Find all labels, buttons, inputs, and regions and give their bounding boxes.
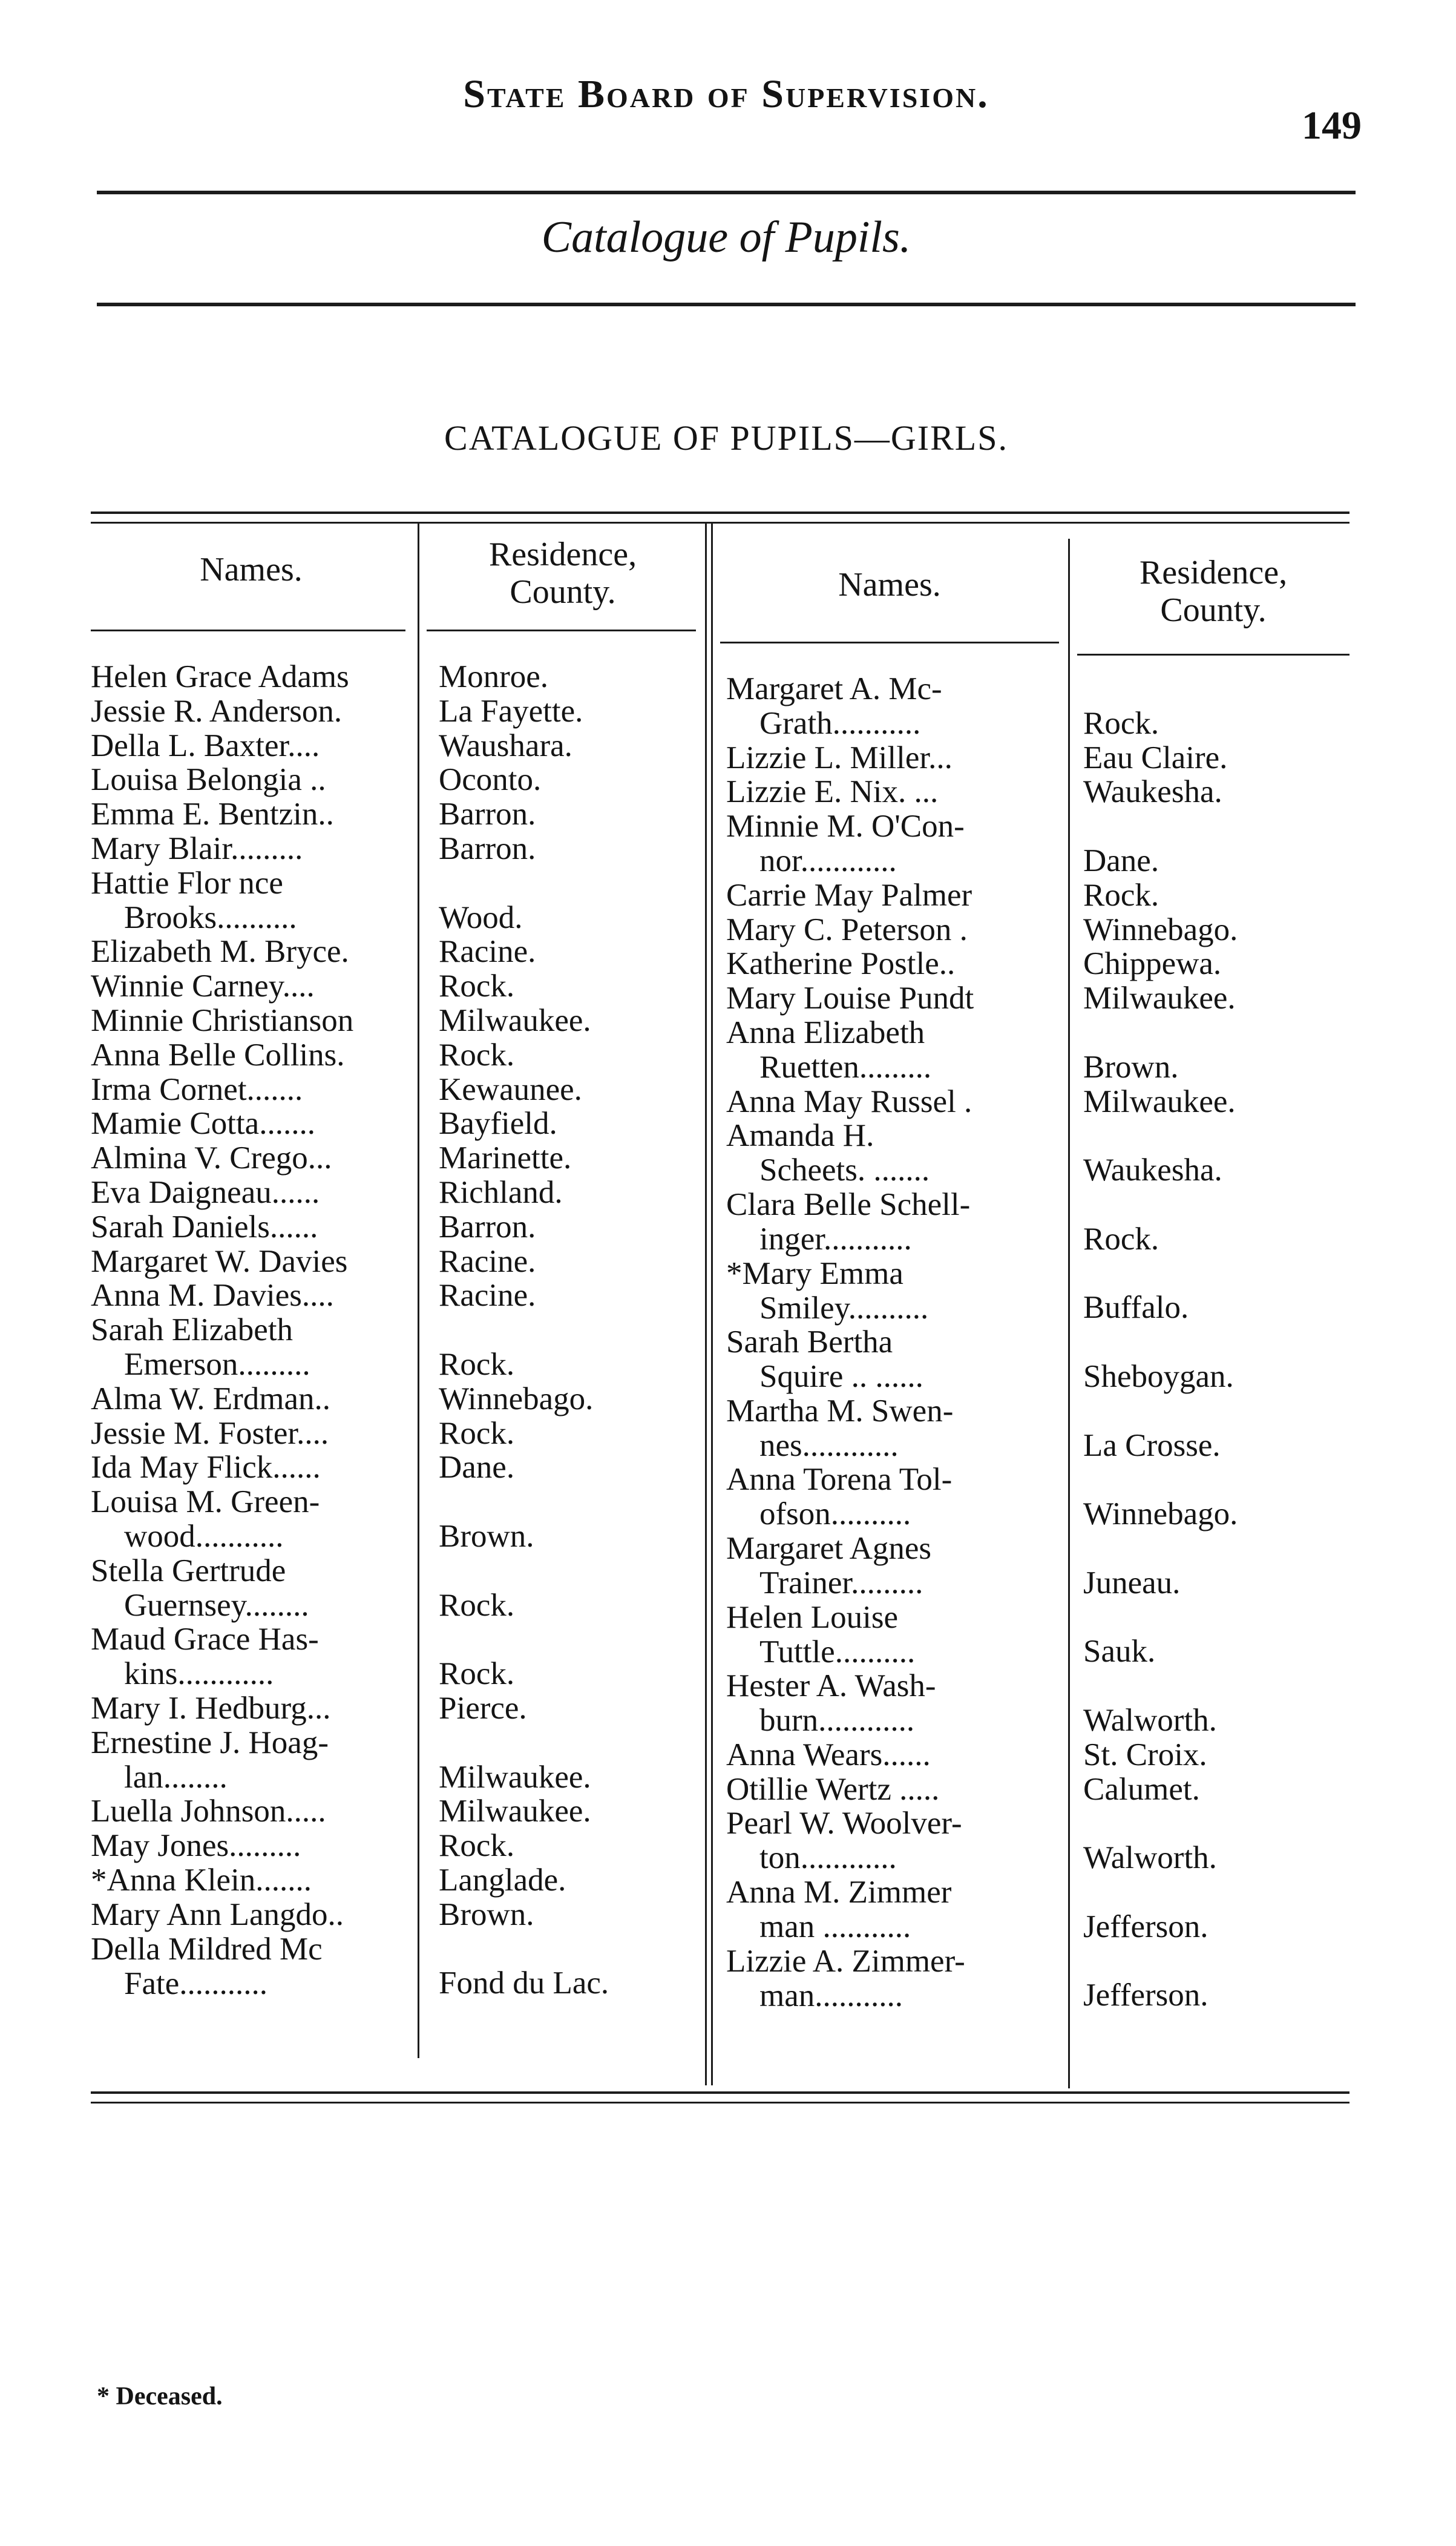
header-residence-line2: County. [510, 573, 616, 611]
name-line: Helen Grace Adams [91, 660, 349, 694]
header-residence-right [1074, 554, 1353, 629]
table-row-residence: Rock. [439, 1587, 515, 1623]
table-row-name [726, 775, 1065, 809]
table-row-residence: Buffalo. [1083, 1290, 1189, 1326]
name-continuation: Smiley.......... [759, 1290, 929, 1326]
table-top-rule-2 [91, 522, 1349, 524]
header-residence-line1: Residence, [488, 536, 637, 573]
name-line: Louisa Belongia .. [91, 763, 326, 798]
name-line: Anna Wears...... [726, 1737, 931, 1772]
table-row-residence: Rock. [439, 1415, 515, 1451]
table-row-name [91, 1278, 415, 1313]
table-row-residence: Barron. [439, 1209, 536, 1245]
table-row-name [726, 947, 1065, 981]
table-row-residence: Brown. [439, 1896, 534, 1932]
table-row-name [91, 1141, 415, 1176]
name-continuation: nor............ [759, 843, 897, 879]
name-continuation: nes............ [759, 1427, 899, 1463]
name-line: Elizabeth M. Bryce. [91, 935, 349, 970]
table-bottom-rule-1 [91, 2091, 1349, 2094]
header-residence-line2: County. [1160, 591, 1267, 629]
name-continuation: Fate........... [124, 1965, 267, 2001]
name-line: Eva Daigneau...... [91, 1176, 320, 1210]
name-continuation: Trainer......... [759, 1565, 923, 1600]
header-underline-right-names [720, 642, 1059, 643]
name-line: Irma Cornet....... [91, 1072, 303, 1107]
name-continuation: burn............ [759, 1703, 915, 1738]
name-continuation: inger........... [759, 1222, 912, 1257]
table-row-name [91, 1932, 415, 2001]
name-line: *Mary Emma [726, 1256, 903, 1291]
table-row-name [91, 1004, 415, 1038]
name-line: Lizzie A. Zimmer- [726, 1944, 965, 1979]
table-row-name [726, 809, 1065, 878]
name-line: Otillie Wertz ..... [726, 1772, 940, 1807]
table-row-residence: Monroe. [439, 659, 549, 694]
name-line: Mary I. Hedburg... [91, 1691, 331, 1726]
table-row-name [726, 1738, 1065, 1772]
table-row-residence: Milwaukee. [439, 1003, 591, 1038]
table-row-name [91, 1176, 415, 1210]
table-row-name [726, 981, 1065, 1016]
table-row-name [726, 878, 1065, 913]
table-row-name [726, 1600, 1065, 1669]
table-row-residence: Milwaukee. [1083, 1084, 1236, 1119]
table-row-residence: Rock. [439, 1828, 515, 1864]
table-row-residence: Walworth. [1083, 1703, 1217, 1738]
table-row-name [91, 1382, 415, 1416]
table-row-residence: Jefferson. [1083, 1978, 1208, 2013]
name-line: Carrie May Palmer [726, 878, 972, 913]
section-subtitle: Catalogue of Pupils. [541, 212, 911, 262]
catalogue-title: CATALOGUE OF PUPILS—GIRLS. [444, 418, 1008, 458]
table-row-name [726, 1772, 1065, 1807]
name-line: Margaret Agnes [726, 1531, 932, 1566]
table-row-name [91, 935, 415, 969]
table-row-residence: Pierce. [439, 1691, 527, 1726]
name-continuation: kins............ [124, 1656, 274, 1692]
name-continuation: lan........ [124, 1759, 228, 1795]
name-line: Clara Belle Schell- [726, 1188, 971, 1222]
table-row-residence: Bayfield. [439, 1106, 557, 1142]
table-row-name [91, 1726, 415, 1795]
table-row-residence: Dane. [1083, 843, 1159, 878]
table-row-residence: Sheboygan. [1083, 1359, 1234, 1394]
table-row-name [726, 1119, 1065, 1188]
table-row-residence: Rock. [439, 1037, 515, 1073]
name-line: Luella Johnson..... [91, 1794, 326, 1829]
table-row-residence: Rock. [439, 1656, 515, 1692]
header-underline-left-names [91, 630, 405, 631]
table-row-name [726, 1016, 1065, 1085]
table-row-name [726, 1257, 1065, 1326]
table-row-name [91, 1450, 415, 1485]
table-row-residence: Brown. [439, 1519, 534, 1554]
table-row-name [726, 741, 1065, 775]
table-row-name [91, 832, 415, 866]
table-row-name [91, 729, 415, 763]
table-row-residence: Waukesha. [1083, 1153, 1222, 1188]
col-divider-2b [711, 524, 713, 2085]
table-row-residence: Wood. [439, 900, 523, 935]
name-line: Lizzie E. Nix. ... [726, 775, 939, 810]
table-row-residence: Milwaukee. [1083, 981, 1236, 1016]
col-divider-2a [705, 524, 707, 2085]
name-line: Emma E. Bentzin.. [91, 797, 334, 832]
table-row-name [91, 1038, 415, 1073]
table-row-residence: St. Croix. [1083, 1737, 1207, 1772]
name-line: Mary Louise Pundt [726, 981, 974, 1016]
name-continuation: Squire .. ...... [759, 1359, 923, 1395]
name-continuation: Grath........... [759, 706, 921, 741]
table-row-residence: Dane. [439, 1450, 515, 1485]
header-names-right: Names. [838, 566, 941, 604]
table-row-residence: Eau Claire. [1083, 740, 1228, 775]
table-row-residence: Milwaukee. [439, 1759, 591, 1795]
table-row-residence: Jefferson. [1083, 1909, 1208, 1944]
table-row-residence: Walworth. [1083, 1840, 1217, 1876]
table-row-name [91, 1829, 415, 1863]
name-continuation: ofson.......... [759, 1496, 911, 1532]
table-row-residence: Brown. [1083, 1049, 1179, 1085]
table-row-residence: Racine. [439, 1278, 536, 1314]
name-line: Alma W. Erdman.. [91, 1381, 330, 1416]
table-top-rule-1 [91, 512, 1349, 514]
name-continuation: Guernsey........ [124, 1587, 309, 1623]
table-row-residence: Waushara. [439, 728, 572, 763]
table-row-residence: Richland. [439, 1175, 563, 1210]
table-row-residence: La Fayette. [439, 693, 583, 729]
table-row-name [91, 660, 415, 694]
name-line: Anna May Russel . [726, 1084, 972, 1119]
header-underline-left-res [427, 630, 696, 631]
name-line: Ernestine J. Hoag- [91, 1725, 329, 1760]
footnote-deceased: * Deceased. [97, 2383, 223, 2410]
name-line: Jessie M. Foster.... [91, 1416, 329, 1451]
table-bottom-rule-2 [91, 2102, 1349, 2104]
table-row-residence: Rock. [439, 1347, 515, 1382]
table-row-name [726, 672, 1065, 741]
table-row-name [726, 1944, 1065, 2013]
name-continuation: Brooks.......... [124, 900, 297, 935]
table-row-name [91, 1554, 415, 1623]
table-row-name [726, 1669, 1065, 1738]
table-row-name [91, 1898, 415, 1932]
name-line: Margaret A. Mc- [726, 672, 942, 706]
table-row-residence: Milwaukee. [439, 1794, 591, 1829]
name-line: Anna Belle Collins. [91, 1038, 345, 1073]
name-line: Minnie Christianson [91, 1004, 354, 1038]
table-row-residence: Barron. [439, 831, 536, 866]
name-line: Ida May Flick...... [91, 1450, 321, 1485]
name-line: Sarah Bertha [726, 1325, 893, 1360]
table-row-residence: Marinette. [439, 1140, 572, 1176]
name-line: Katherine Postle.. [726, 947, 956, 982]
table-row-name [91, 1210, 415, 1245]
table-row-residence: Rock. [439, 969, 515, 1004]
name-line: Jessie R. Anderson. [91, 694, 343, 729]
name-line: Louisa M. Green- [91, 1485, 320, 1520]
name-line: Lizzie L. Miller... [726, 740, 953, 775]
name-line: Mamie Cotta....... [91, 1107, 315, 1142]
table-row-name [726, 1531, 1065, 1600]
table-row-residence: Fond du Lac. [439, 1965, 609, 2001]
table-row-residence: Langlade. [439, 1863, 566, 1898]
table-row-name [726, 1806, 1065, 1875]
col-divider-1 [418, 524, 419, 2058]
table-row-name [726, 1085, 1065, 1119]
table-row-residence: Oconto. [439, 762, 542, 798]
name-continuation: ton............ [759, 1840, 897, 1876]
name-line: Mary C. Peterson . [726, 912, 968, 947]
name-line: Hester A. Wash- [726, 1669, 936, 1704]
table-row-name [91, 1073, 415, 1107]
name-line: Della Mildred Mc [91, 1932, 323, 1967]
table-row-residence: Waukesha. [1083, 774, 1222, 810]
name-line: May Jones......... [91, 1829, 301, 1864]
name-line: Minnie M. O'Con- [726, 809, 965, 844]
table-row-name [91, 763, 415, 797]
table-row-name [726, 1188, 1065, 1257]
page-number: 149 [1302, 104, 1362, 148]
name-line: Martha M. Swen- [726, 1393, 954, 1429]
name-continuation: Scheets. ....... [759, 1153, 930, 1188]
name-line: *Anna Klein....... [91, 1863, 312, 1898]
name-line: Maud Grace Has- [91, 1622, 319, 1657]
table-row-residence: Calumet. [1083, 1771, 1200, 1807]
name-continuation: wood........... [124, 1519, 284, 1554]
header-residence-line1: Residence, [1139, 554, 1288, 591]
name-line: Anna Elizabeth [726, 1016, 925, 1050]
table-row-residence: Rock. [1083, 705, 1159, 741]
table-row-residence: Sauk. [1083, 1634, 1156, 1669]
running-head: State Board of Supervision. [463, 72, 989, 116]
table-row-name [726, 1875, 1065, 1944]
name-line: Anna Torena Tol- [726, 1462, 953, 1498]
name-line: Mary Ann Langdo.. [91, 1897, 344, 1932]
name-line: Mary Blair......... [91, 832, 303, 866]
table-row-name [91, 969, 415, 1004]
name-line: Winnie Carney.... [91, 969, 315, 1004]
name-line: Stella Gertrude [91, 1553, 286, 1588]
table-row-residence: Juneau. [1083, 1565, 1181, 1600]
table-row-residence: Racine. [439, 934, 536, 970]
name-continuation: man........... [759, 1978, 903, 2013]
table-row-name [91, 1107, 415, 1141]
name-continuation: Tuttle.......... [759, 1634, 916, 1669]
table-row-name [91, 1622, 415, 1691]
name-line: Hattie Flor nce [91, 866, 283, 901]
name-line: Sarah Elizabeth [91, 1313, 293, 1348]
table-row-residence: Barron. [439, 797, 536, 832]
name-line: Almina V. Crego... [91, 1141, 332, 1176]
name-continuation: man ........... [759, 1909, 911, 1944]
name-line: Della L. Baxter.... [91, 728, 320, 763]
table-row-name [726, 1325, 1065, 1394]
table-row-name [91, 797, 415, 832]
name-line: Margaret W. Davies [91, 1244, 348, 1279]
header-underline-right-res [1077, 654, 1349, 656]
table-row-name [91, 694, 415, 729]
name-line: Anna M. Davies.... [91, 1278, 334, 1314]
name-continuation: Emerson......... [124, 1347, 310, 1383]
name-line: Sarah Daniels...... [91, 1209, 318, 1245]
name-line: Amanda H. [726, 1119, 874, 1154]
table-row-residence: Winnebago. [439, 1381, 594, 1416]
rule-top [97, 191, 1356, 194]
rule-below-subtitle [97, 303, 1356, 306]
table-row-name [91, 1245, 415, 1279]
table-row-name [91, 1313, 415, 1382]
table-row-residence: Kewaunee. [439, 1071, 582, 1107]
table-row-residence: Racine. [439, 1243, 536, 1279]
table-row-name [91, 1485, 415, 1554]
table-row-name [726, 1394, 1065, 1463]
table-row-name [91, 1691, 415, 1726]
table-row-residence: Chippewa. [1083, 946, 1222, 982]
col-divider-3 [1068, 539, 1070, 2088]
table-row-residence: Rock. [1083, 877, 1159, 913]
header-residence-left [424, 536, 702, 611]
table-row-name [726, 913, 1065, 947]
table-row-name [91, 1416, 415, 1451]
table-row-residence: Rock. [1083, 1221, 1159, 1257]
table-row-residence: Winnebago. [1083, 1496, 1238, 1532]
table-row-residence: La Crosse. [1083, 1427, 1221, 1463]
table-row-name [726, 1462, 1065, 1531]
table-row-residence: Winnebago. [1083, 912, 1238, 947]
name-line: Anna M. Zimmer [726, 1875, 952, 1910]
header-names-left: Names. [200, 551, 303, 588]
name-line: Helen Louise [726, 1600, 899, 1635]
name-continuation: Ruetten......... [759, 1050, 932, 1085]
table-row-name [91, 1794, 415, 1829]
table-row-name [91, 1863, 415, 1898]
name-line: Pearl W. Woolver- [726, 1806, 962, 1841]
table-row-name [91, 866, 415, 935]
